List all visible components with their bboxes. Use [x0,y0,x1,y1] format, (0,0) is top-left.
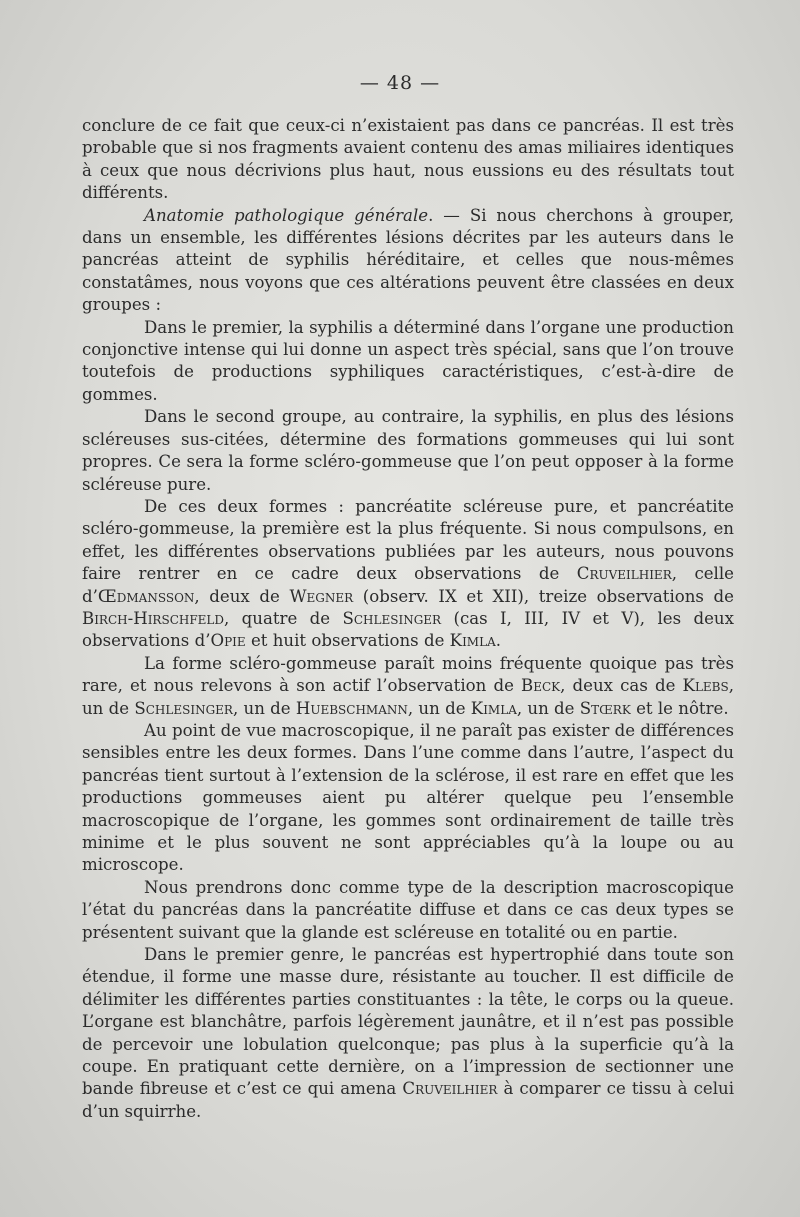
paragraph [82,877,734,944]
text-segment: , un de [516,698,580,718]
text-segment: La forme scléro-gommeuse paraît moins fréquente quoique pas très rare, et nous relevons à son actif l’observation de [82,653,734,696]
text-segment: De ces deux formes : pancréatite scléreuse pure, et pancréatite scléro-gommeuse, la première est la plus fréquente. Si nous compulsons, en effet, les différentes observations publiées par les auteurs, nous pouvons faire rentrer en ce cadre deux observations de [82,496,734,584]
author-name: Huebschmann [295,698,408,718]
author-name: Opie [210,631,246,651]
author-name: Beck [521,676,561,696]
text-segment: Au point de vue macroscopique, il ne paraît pas exister de différences sensibles entre les deux formes. Dans l’une comme dans l’autre, l’aspect du pancréas tient surtout à l’extension de la sclérose, il est rare en effet que les productions gommeuses aient pu altérer quelque peu l’ensemble macroscopique de l’organe, les gommes sont ordinairement de taille très minime et le plus souvent ne sont appréciables qu’à la loupe ou au microscope. [82,720,734,875]
author-name: Œdmansson [97,586,195,606]
section-heading: Anatomie pathologique générale [144,205,429,225]
author-name: Stœrk [579,698,631,718]
text-segment: Dans le premier genre, le pancréas est hypertrophié dans toute son étendue, il forme une masse dure, résistante au toucher. Il est difficile de délimiter les différentes parties constituantes : la tête, le corps ou la queue. L’organe est blanchâtre, parfois légèrement jaunâtre, et il n’est pas possible de percevoir une lobulation quelconque; pas plus à la superficie qu’à la coupe. En pratiquant cette dernière, on a l’impression de sectionner une bande fibreuse et c’est ce qui amena [82,945,734,1099]
text-segment: , un de [82,676,734,718]
text-segment: . — Si nous cherchons à grouper, dans un ensemble, les différentes lésions décrites par les auteurs dans le pancréas atteint de syphilis héréditaire, et celles que nous-mêmes constatâmes, nous voyons que ces altérations peuvent être classées en deux groupes : [82,205,734,315]
text-segment: (observ. IX et XII), treize observations de [353,586,734,606]
text-segment: , deux cas de [560,676,683,696]
text-segment: et le nôtre. [630,698,729,718]
text-segment: , deux de [194,586,290,606]
author-name: Schlesinger [134,698,233,718]
author-name: Cruveilhier [576,564,672,584]
text-segment: et huit observations de [245,631,450,651]
text-segment: Dans le second groupe, au contraire, la syphilis, en plus des lésions scléreuses sus-citées, détermine des formations gommeuses qui lui sont propres. Ce sera la forme scléro-gommeuse que l’on peut opposer à la forme scléreuse pure. [82,407,734,494]
paragraph [82,720,734,877]
paragraph [82,115,734,205]
text-segment: Nous prendrons donc comme type de la description macroscopique l’état du pancréas dans la pancréatite diffuse et dans ce cas deux types se présentent suivant que la glande est scléreuse en totalité ou en partie. [82,877,734,942]
text-segment: (cas I, III, IV et V), les deux observations d’ [82,608,734,651]
paragraph [82,406,734,496]
text-segment: , quatre de [224,608,343,628]
paragraph [82,496,734,653]
text-segment: Dans le premier, la syphilis a déterminé dans l’organe une production conjonctive intense qui lui donne un aspect très spécial, sans que l’on trouve toutefois de productions syphiliques caractéristiques, c’est-à-dire de gommes. [82,317,734,404]
author-name: Wegner [289,586,354,606]
text-segment: conclure de ce fait que ceux-ci n’existaient pas dans ce pancréas. Il est très probable que si nos fragments avaient contenu des amas miliaires identiques à ceux que nous décrivions plus haut, nous eussions eu des résultats tout différents. [82,116,734,203]
text-segment: , celle d’ [82,564,734,606]
paragraph [82,653,734,720]
author-name: Cruveilhier [402,1079,498,1099]
author-name: Klebs [682,676,729,696]
paragraph [82,205,734,317]
paragraph [82,944,734,1123]
body-text [82,115,734,1123]
author-name: Kimla [470,698,517,718]
author-name: Kimla [449,631,496,651]
text-segment: , un de [232,698,296,718]
author-name: Birch-Hirschfeld [82,608,225,628]
text-segment: . [495,631,502,651]
page-number: — 48 — [359,72,441,94]
author-name: Schlesinger [342,608,442,628]
paragraph [82,317,734,407]
text-segment: , un de [407,698,471,718]
text-segment: à comparer ce tissu à celui d’un squirrhe. [82,1079,734,1121]
